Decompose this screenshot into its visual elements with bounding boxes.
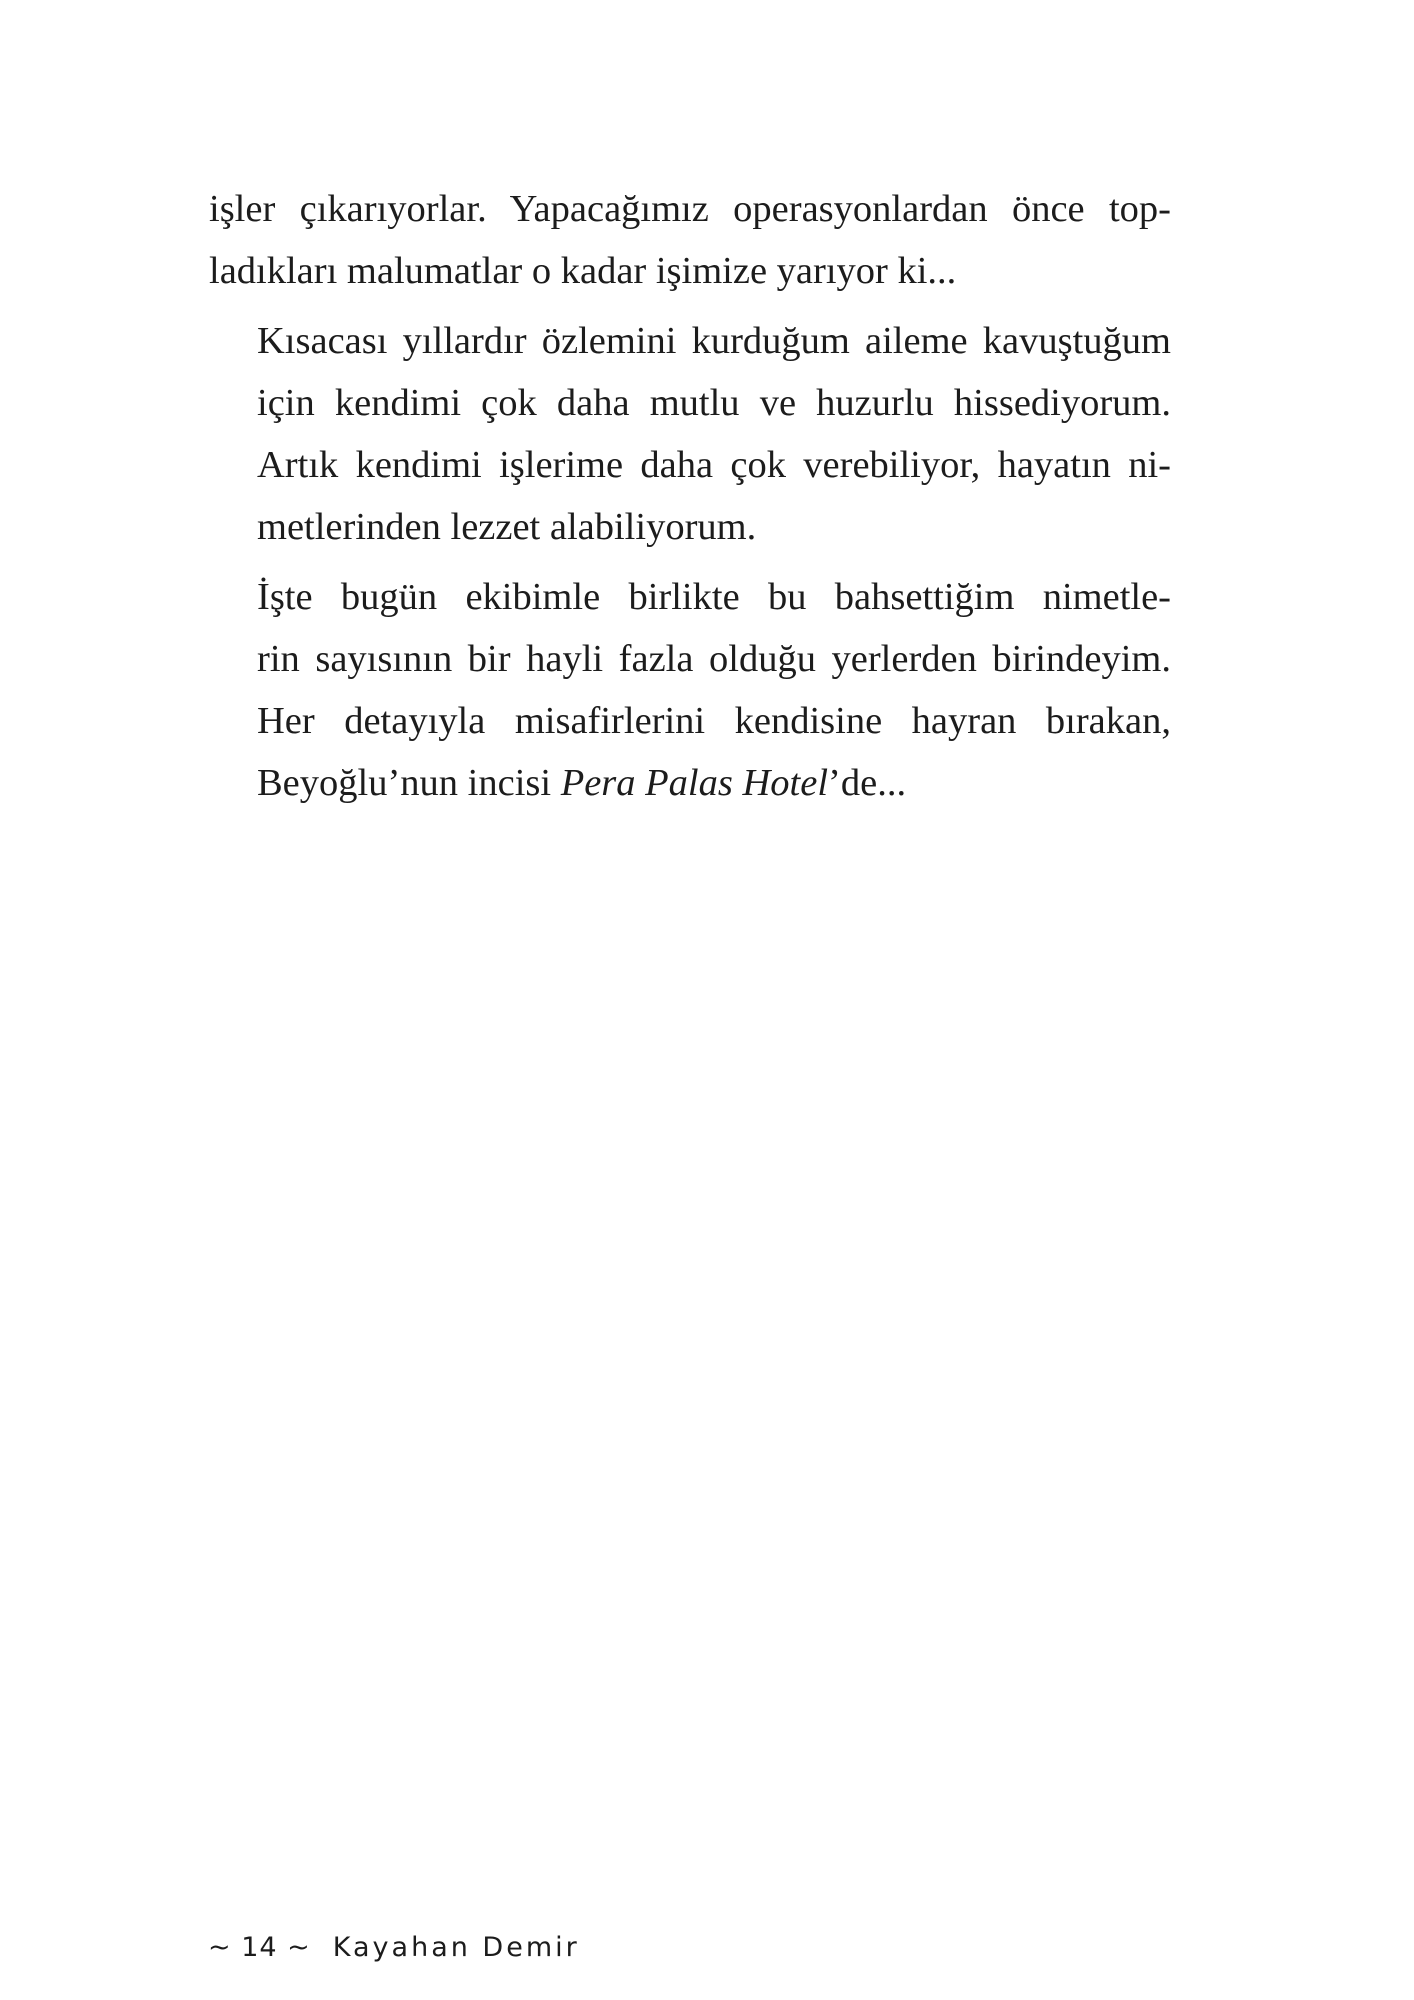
text-line: için kendimi çok daha mutlu ve huzurlu hissediyorum. (257, 382, 1171, 424)
text-run: ’de... (828, 762, 907, 804)
paragraph-3 (209, 566, 1171, 814)
paragraph-2 (209, 310, 1171, 558)
text-line: İşte bugün ekibimle birlikte bu bahsettiğim nimetle- (257, 576, 1171, 618)
hotel-name-italic: Pera Palas Hotel (560, 762, 829, 804)
paragraph-1 (209, 178, 1171, 302)
text-run: Beyoğlu’nun incisi (257, 762, 561, 804)
text-line: rin sayısının bir hayli fazla olduğu yerlerden birindeyim. (257, 638, 1171, 680)
text-line: Artık kendimi işlerime daha çok verebiliyor, hayatın ni- (257, 444, 1171, 486)
running-footer-author: Kayahan Demir (332, 1932, 580, 1963)
page-number: ~ 14 ~ (208, 1932, 311, 1963)
text-line: işler çıkarıyorlar. Yapacağımız operasyonlardan önce top- (209, 188, 1171, 230)
page-footer (208, 1932, 580, 1963)
text-line (209, 752, 1171, 814)
text-line: metlerinden lezzet alabiliyorum. (257, 506, 757, 548)
text-line: ladıkları malumatlar o kadar işimize yarıyor ki... (209, 250, 957, 292)
body-text (209, 178, 1171, 822)
text-line: Her detayıyla misafirlerini kendisine hayran bırakan, (257, 700, 1171, 742)
text-line: Kısacası yıllardır özlemini kurduğum aileme kavuştuğum (257, 320, 1171, 362)
